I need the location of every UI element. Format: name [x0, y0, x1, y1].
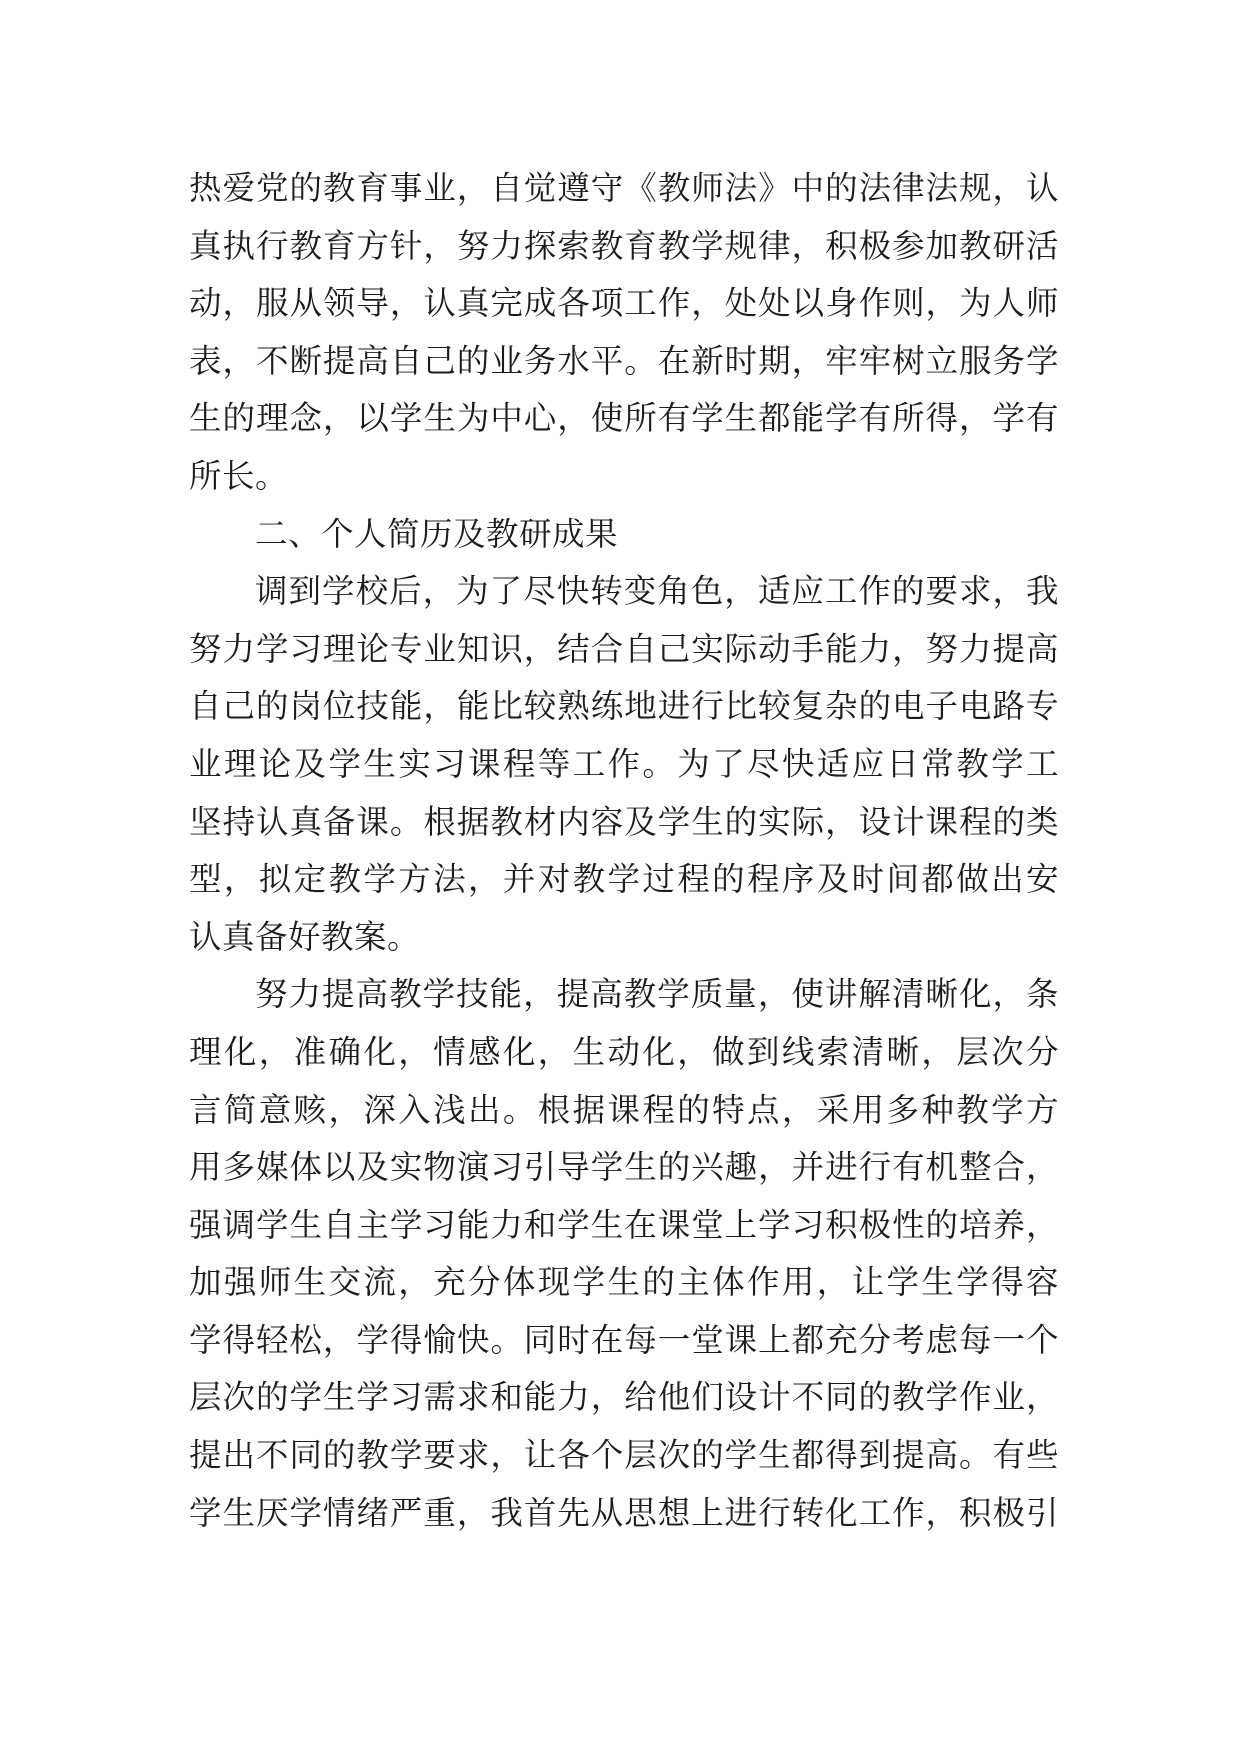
text-line: 学得轻松，学得愉快。同时在每一堂课上都充分考虑每一个: [189, 1320, 1059, 1359]
section-heading: 二、个人简历及教研成果: [255, 514, 619, 553]
text-line: 调到学校后，为了尽快转变角色，适应工作的要求，我: [255, 572, 1059, 611]
text-line: 所长。: [189, 456, 289, 495]
text-line: 业理论及学生实习课程等工作。为了尽快适应日常教学工: [189, 744, 1059, 783]
text-line: 用多媒体以及实物演习引导学生的兴趣，并进行有机整合，: [189, 1148, 1059, 1187]
text-line: 加强师生交流，充分体现学生的主体作用，让学生学得容: [189, 1263, 1059, 1302]
text-line: 努力学习理论专业知识，结合自己实际动手能力，努力提高: [189, 629, 1059, 668]
text-line: 型，拟定教学方法，并对教学过程的程序及时间都做出安: [189, 860, 1059, 899]
text-line: 热爱党的教育事业，自觉遵守《教师法》中的法律法规，认: [189, 169, 1059, 207]
text-line: 动，服从领导，认真完成各项工作，处处以身作则，为人师: [189, 284, 1059, 323]
text-line: 强调学生自主学习能力和学生在课堂上学习积极性的培养，: [189, 1205, 1059, 1244]
text-line: 理化，准确化，情感化，生动化，做到线索清晰，层次分: [189, 1032, 1059, 1071]
text-line: 层次的学生学习需求和能力，给他们设计不同的教学作业，: [189, 1378, 1059, 1417]
text-line: 提出不同的教学要求，让各个层次的学生都得到提高。有些: [189, 1436, 1059, 1475]
text-line: 认真备好教案。: [189, 917, 421, 956]
text-line: 生的理念，以学生为中心，使所有学生都能学有所得，学有: [189, 399, 1059, 438]
text-line: 坚持认真备课。根据教材内容及学生的实际，设计课程的类: [189, 802, 1059, 841]
text-line: 言简意赅，深入浅出。根据课程的特点，采用多种教学方: [189, 1090, 1059, 1129]
text-line: 学生厌学情绪严重，我首先从思想上进行转化工作，积极引: [189, 1493, 1059, 1532]
text-line: 自己的岗位技能，能比较熟练地进行比较复杂的电子电路专: [189, 687, 1059, 726]
document-body: [189, 160, 1059, 1542]
text-line: 真执行教育方针，努力探索教育教学规律，积极参加教研活: [189, 226, 1059, 265]
text-line: 努力提高教学技能，提高教学质量，使讲解清晰化，条: [255, 975, 1059, 1014]
text-line: 表，不断提高自己的业务水平。在新时期，牢牢树立服务学: [189, 341, 1059, 380]
